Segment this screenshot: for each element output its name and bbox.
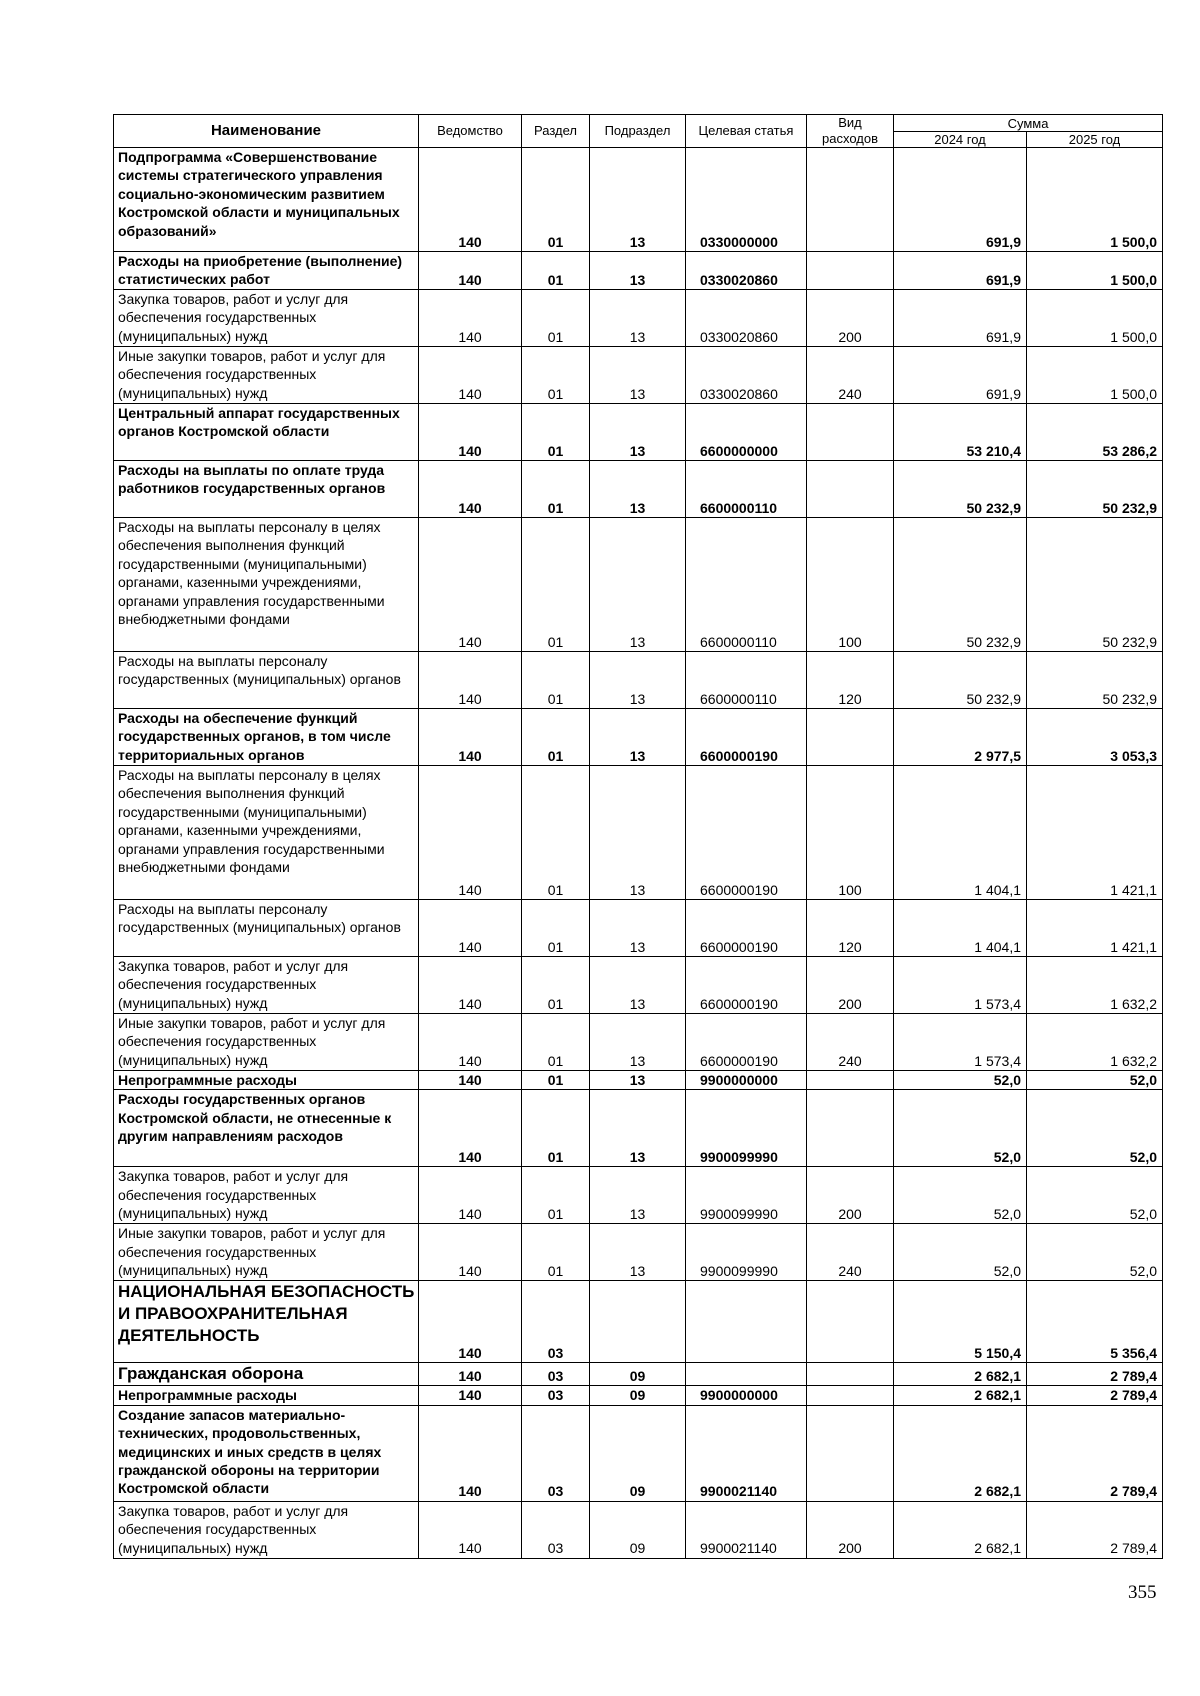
- row-name: Закупка товаров, работ и услуг для обеспечения государственных (муниципальных) нужд: [114, 1167, 419, 1224]
- row-sum-2024: 691,9: [894, 347, 1027, 404]
- row-sum-2025: 1 421,1: [1027, 900, 1163, 957]
- row-expense-type: 200: [807, 290, 894, 347]
- table-row: [114, 1386, 1163, 1405]
- row-name: Создание запасов материально-технических, продовольственных, медицинских и иных средств в целях гражданской обороны на территории Костромской области: [114, 1405, 419, 1501]
- row-sum-2025: 1 500,0: [1027, 290, 1163, 347]
- row-name: Расходы на выплаты персоналу государственных (муниципальных) органов: [114, 652, 419, 709]
- row-department: 140: [419, 1014, 522, 1071]
- row-subsection: 13: [590, 1071, 686, 1090]
- row-target-article: 9900099990: [686, 1090, 807, 1167]
- table-row: [114, 1405, 1163, 1501]
- budget-table: [113, 114, 1163, 1559]
- row-section: 03: [522, 1405, 590, 1501]
- row-target-article: 6600000190: [686, 957, 807, 1014]
- row-sum-2025: 50 232,9: [1027, 518, 1163, 652]
- row-subsection: 13: [590, 766, 686, 900]
- header-sum: Сумма: [894, 115, 1163, 132]
- row-expense-type: 100: [807, 518, 894, 652]
- row-subsection: 13: [590, 404, 686, 461]
- header-target-article: Целевая статья: [686, 115, 807, 148]
- row-name: Подпрограмма «Совершенствование системы стратегического управления социально-экономическим развитием Костромской области и муниципальных образований»: [114, 148, 419, 252]
- row-department: 140: [419, 1090, 522, 1167]
- row-sum-2024: 691,9: [894, 148, 1027, 252]
- table-row: [114, 1224, 1163, 1281]
- row-department: 140: [419, 461, 522, 518]
- row-expense-type: [807, 1386, 894, 1405]
- row-target-article: [686, 1281, 807, 1363]
- row-department: 140: [419, 957, 522, 1014]
- row-subsection: 13: [590, 148, 686, 252]
- row-sum-2024: 691,9: [894, 290, 1027, 347]
- row-sum-2024: 52,0: [894, 1090, 1027, 1167]
- row-expense-type: 240: [807, 1224, 894, 1281]
- row-section: 01: [522, 652, 590, 709]
- row-sum-2024: 53 210,4: [894, 404, 1027, 461]
- budget-table-body: [114, 148, 1163, 1559]
- table-row: [114, 252, 1163, 290]
- row-name: Непрограммные расходы: [114, 1071, 419, 1090]
- row-expense-type: 120: [807, 652, 894, 709]
- row-sum-2024: 50 232,9: [894, 461, 1027, 518]
- row-department: 140: [419, 900, 522, 957]
- row-subsection: 13: [590, 1090, 686, 1167]
- row-target-article: 6600000190: [686, 1014, 807, 1071]
- row-subsection: 09: [590, 1363, 686, 1386]
- row-target-article: 6600000190: [686, 709, 807, 766]
- row-section: 03: [522, 1386, 590, 1405]
- table-row: [114, 957, 1163, 1014]
- row-name: Расходы на выплаты персоналу в целях обеспечения выполнения функций государственными (муниципальными) органами, казенными учреждениями, органами управления государственными внебюджетными фондами: [114, 518, 419, 652]
- header-name: Наименование: [114, 115, 419, 148]
- row-target-article: 6600000190: [686, 766, 807, 900]
- row-subsection: 13: [590, 1224, 686, 1281]
- row-sum-2025: 50 232,9: [1027, 652, 1163, 709]
- row-target-article: 9900000000: [686, 1386, 807, 1405]
- row-sum-2025: 2 789,4: [1027, 1363, 1163, 1386]
- row-section: 01: [522, 404, 590, 461]
- row-target-article: 0330000000: [686, 148, 807, 252]
- row-target-article: 9900099990: [686, 1224, 807, 1281]
- row-subsection: 13: [590, 518, 686, 652]
- row-subsection: 13: [590, 290, 686, 347]
- row-name: Закупка товаров, работ и услуг для обеспечения государственных (муниципальных) нужд: [114, 957, 419, 1014]
- table-row: [114, 1363, 1163, 1386]
- row-target-article: 9900000000: [686, 1071, 807, 1090]
- table-row: [114, 900, 1163, 957]
- row-expense-type: 200: [807, 1167, 894, 1224]
- row-expense-type: [807, 252, 894, 290]
- row-name: НАЦИОНАЛЬНАЯ БЕЗОПАСНОСТЬ И ПРАВООХРАНИТЕЛЬНАЯ ДЕЯТЕЛЬНОСТЬ: [114, 1281, 419, 1363]
- page-number: 355: [1128, 1582, 1157, 1603]
- row-name: Центральный аппарат государственных органов Костромской области: [114, 404, 419, 461]
- row-sum-2025: 52,0: [1027, 1090, 1163, 1167]
- row-department: 140: [419, 709, 522, 766]
- row-expense-type: 200: [807, 957, 894, 1014]
- row-expense-type: [807, 148, 894, 252]
- row-department: 140: [419, 1224, 522, 1281]
- row-expense-type: [807, 1405, 894, 1501]
- row-name: Гражданская оборона: [114, 1363, 419, 1386]
- row-expense-type: 240: [807, 347, 894, 404]
- table-row: [114, 347, 1163, 404]
- row-subsection: 13: [590, 709, 686, 766]
- row-section: 03: [522, 1281, 590, 1363]
- row-section: 01: [522, 148, 590, 252]
- row-section: 01: [522, 518, 590, 652]
- row-sum-2024: 52,0: [894, 1167, 1027, 1224]
- row-department: 140: [419, 518, 522, 652]
- row-sum-2025: 1 500,0: [1027, 347, 1163, 404]
- row-department: 140: [419, 347, 522, 404]
- row-department: 140: [419, 404, 522, 461]
- row-sum-2024: 691,9: [894, 252, 1027, 290]
- header-section: Раздел: [522, 115, 590, 148]
- row-name: Непрограммные расходы: [114, 1386, 419, 1405]
- row-name: Расходы государственных органов Костромской области, не отнесенные к другим направлениям расходов: [114, 1090, 419, 1167]
- row-sum-2024: 1 404,1: [894, 900, 1027, 957]
- row-target-article: 9900099990: [686, 1167, 807, 1224]
- row-target-article: 9900021140: [686, 1501, 807, 1558]
- table-row: [114, 404, 1163, 461]
- row-expense-type: 240: [807, 1014, 894, 1071]
- table-row: [114, 290, 1163, 347]
- row-sum-2025: 2 789,4: [1027, 1386, 1163, 1405]
- row-subsection: 13: [590, 900, 686, 957]
- row-department: 140: [419, 766, 522, 900]
- table-row: [114, 1167, 1163, 1224]
- row-name: Расходы на обеспечение функций государственных органов, в том числе территориальных органов: [114, 709, 419, 766]
- row-department: 140: [419, 1281, 522, 1363]
- table-row: [114, 709, 1163, 766]
- budget-table-page: [113, 114, 1162, 1559]
- row-sum-2024: 1 573,4: [894, 957, 1027, 1014]
- row-department: 140: [419, 1071, 522, 1090]
- row-section: 01: [522, 252, 590, 290]
- row-sum-2024: 2 682,1: [894, 1386, 1027, 1405]
- row-sum-2025: 53 286,2: [1027, 404, 1163, 461]
- row-sum-2024: 1 573,4: [894, 1014, 1027, 1071]
- row-sum-2025: 5 356,4: [1027, 1281, 1163, 1363]
- row-subsection: 13: [590, 461, 686, 518]
- row-subsection: 13: [590, 1167, 686, 1224]
- row-sum-2024: 52,0: [894, 1224, 1027, 1281]
- row-target-article: 0330020860: [686, 252, 807, 290]
- row-expense-type: 100: [807, 766, 894, 900]
- row-subsection: 13: [590, 347, 686, 404]
- row-section: 01: [522, 766, 590, 900]
- row-sum-2025: 1 632,2: [1027, 1014, 1163, 1071]
- row-section: 01: [522, 290, 590, 347]
- row-target-article: 0330020860: [686, 290, 807, 347]
- table-row: [114, 461, 1163, 518]
- row-expense-type: [807, 1281, 894, 1363]
- row-name: Иные закупки товаров, работ и услуг для обеспечения государственных (муниципальных) нужд: [114, 347, 419, 404]
- table-row: [114, 1501, 1163, 1558]
- row-department: 140: [419, 1501, 522, 1558]
- row-sum-2024: 50 232,9: [894, 652, 1027, 709]
- row-sum-2025: 1 500,0: [1027, 148, 1163, 252]
- header-expense-type: Вид расходов: [807, 115, 894, 148]
- row-subsection: [590, 1281, 686, 1363]
- row-expense-type: 200: [807, 1501, 894, 1558]
- row-section: 01: [522, 347, 590, 404]
- row-name: Расходы на выплаты персоналу государственных (муниципальных) органов: [114, 900, 419, 957]
- row-section: 01: [522, 1224, 590, 1281]
- row-department: 140: [419, 148, 522, 252]
- table-row: [114, 1014, 1163, 1071]
- row-section: 01: [522, 1167, 590, 1224]
- row-name: Иные закупки товаров, работ и услуг для обеспечения государственных (муниципальных) нужд: [114, 1014, 419, 1071]
- row-expense-type: 120: [807, 900, 894, 957]
- header-subsection: Подраздел: [590, 115, 686, 148]
- row-sum-2024: 2 682,1: [894, 1501, 1027, 1558]
- row-section: 01: [522, 1014, 590, 1071]
- row-sum-2025: 3 053,3: [1027, 709, 1163, 766]
- row-department: 140: [419, 1386, 522, 1405]
- row-subsection: 13: [590, 957, 686, 1014]
- row-expense-type: [807, 461, 894, 518]
- row-name: Иные закупки товаров, работ и услуг для обеспечения государственных (муниципальных) нужд: [114, 1224, 419, 1281]
- table-row: [114, 1090, 1163, 1167]
- row-subsection: 09: [590, 1405, 686, 1501]
- header-year-2025: 2025 год: [1027, 132, 1163, 148]
- row-section: 01: [522, 1071, 590, 1090]
- row-sum-2025: 2 789,4: [1027, 1501, 1163, 1558]
- row-name: Закупка товаров, работ и услуг для обеспечения государственных (муниципальных) нужд: [114, 290, 419, 347]
- table-row: [114, 652, 1163, 709]
- row-name: Расходы на выплаты по оплате труда работников государственных органов: [114, 461, 419, 518]
- row-department: 140: [419, 252, 522, 290]
- row-sum-2025: 2 789,4: [1027, 1405, 1163, 1501]
- row-subsection: 13: [590, 1014, 686, 1071]
- row-name: Закупка товаров, работ и услуг для обеспечения государственных (муниципальных) нужд: [114, 1501, 419, 1558]
- row-expense-type: [807, 709, 894, 766]
- row-target-article: 6600000110: [686, 518, 807, 652]
- row-name: Расходы на приобретение (выполнение) статистических работ: [114, 252, 419, 290]
- row-expense-type: [807, 1363, 894, 1386]
- row-target-article: 6600000110: [686, 461, 807, 518]
- row-sum-2025: 1 421,1: [1027, 766, 1163, 900]
- table-row: [114, 766, 1163, 900]
- row-expense-type: [807, 1071, 894, 1090]
- row-section: 01: [522, 900, 590, 957]
- row-sum-2025: 1 632,2: [1027, 957, 1163, 1014]
- row-target-article: 6600000000: [686, 404, 807, 461]
- row-sum-2024: 2 682,1: [894, 1363, 1027, 1386]
- table-row: [114, 1281, 1163, 1363]
- row-sum-2025: 50 232,9: [1027, 461, 1163, 518]
- row-subsection: 13: [590, 252, 686, 290]
- row-sum-2025: 1 500,0: [1027, 252, 1163, 290]
- row-sum-2024: 5 150,4: [894, 1281, 1027, 1363]
- row-target-article: 0330020860: [686, 347, 807, 404]
- row-sum-2024: 2 977,5: [894, 709, 1027, 766]
- header-department: Ведомство: [419, 115, 522, 148]
- row-department: 140: [419, 652, 522, 709]
- row-section: 03: [522, 1501, 590, 1558]
- row-expense-type: [807, 404, 894, 461]
- table-row: [114, 148, 1163, 252]
- row-sum-2025: 52,0: [1027, 1167, 1163, 1224]
- row-target-article: 9900021140: [686, 1405, 807, 1501]
- row-sum-2024: 52,0: [894, 1071, 1027, 1090]
- row-subsection: 09: [590, 1501, 686, 1558]
- row-section: 01: [522, 957, 590, 1014]
- row-department: 140: [419, 290, 522, 347]
- row-department: 140: [419, 1405, 522, 1501]
- row-sum-2024: 50 232,9: [894, 518, 1027, 652]
- row-name: Расходы на выплаты персоналу в целях обеспечения выполнения функций государственными (муниципальными) органами, казенными учреждениями, органами управления государственными внебюджетными фондами: [114, 766, 419, 900]
- row-sum-2024: 2 682,1: [894, 1405, 1027, 1501]
- row-subsection: 09: [590, 1386, 686, 1405]
- row-sum-2024: 1 404,1: [894, 766, 1027, 900]
- row-expense-type: [807, 1090, 894, 1167]
- row-sum-2025: 52,0: [1027, 1071, 1163, 1090]
- row-section: 01: [522, 461, 590, 518]
- table-row: [114, 518, 1163, 652]
- table-row: [114, 1071, 1163, 1090]
- row-section: 03: [522, 1363, 590, 1386]
- row-subsection: 13: [590, 652, 686, 709]
- row-department: 140: [419, 1363, 522, 1386]
- row-sum-2025: 52,0: [1027, 1224, 1163, 1281]
- row-target-article: 6600000190: [686, 900, 807, 957]
- row-target-article: [686, 1363, 807, 1386]
- row-target-article: 6600000110: [686, 652, 807, 709]
- header-year-2024: 2024 год: [894, 132, 1027, 148]
- row-section: 01: [522, 1090, 590, 1167]
- row-section: 01: [522, 709, 590, 766]
- row-department: 140: [419, 1167, 522, 1224]
